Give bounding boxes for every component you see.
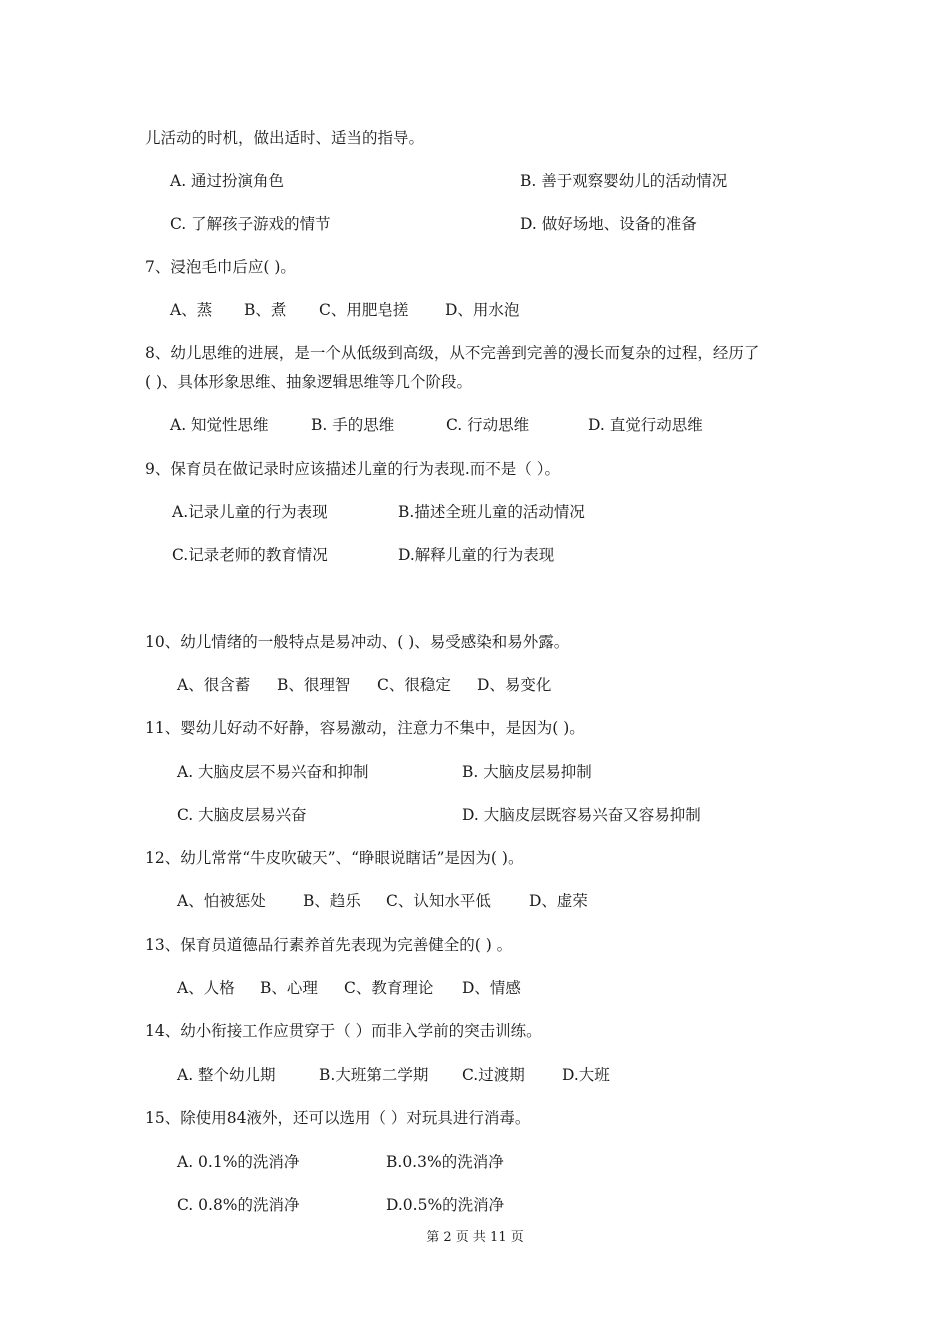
question-12-option-c: C、认知水平低 [386,892,491,910]
question-9-text: 9、保育员在做记录时应该描述儿童的行为表现.而不是（ ）。 [145,460,560,478]
question-7-option-d: D、用水泡 [445,301,520,319]
question-13-option-c: C、教育理论 [344,979,434,997]
question-14-option-b: B.大班第二学期 [319,1066,429,1084]
question-14-text: 14、幼小衔接工作应贯穿于（ ）而非入学前的突击训练。 [145,1022,542,1040]
question-12-option-a: A、怕被惩处 [177,892,266,910]
question-7-option-c: C、用肥皂搓 [319,301,409,319]
question-11-option-c: C. 大脑皮层易兴奋 [177,806,307,824]
question-11-option-b: B. 大脑皮层易抑制 [462,763,592,781]
question-10-option-a: A、很含蓄 [177,676,251,694]
question-10-option-d: D、易变化 [477,676,552,694]
question-11-option-a: A. 大脑皮层不易兴奋和抑制 [177,763,369,781]
question-12-option-b: B、趋乐 [303,892,361,910]
page-number-footer: 第 2 页 共 11 页 [426,1230,524,1245]
question-11-text: 11、婴幼儿好动不好静，容易激动，注意力不集中，是因为( )。 [145,719,585,737]
question-6-option-c: C. 了解孩子游戏的情节 [170,215,331,233]
question-6-option-a: A. 通过扮演角色 [170,172,285,190]
question-15-option-d: D.0.5%的洗消净 [386,1196,505,1214]
question-7-option-b: B、煮 [244,301,287,319]
question-13-option-b: B、心理 [260,979,318,997]
question-8-text-line-1: 8、幼儿思维的进展，是一个从低级到高级，从不完善到完善的漫长而复杂的过程，经历了 [145,344,760,362]
question-14-option-d: D.大班 [562,1066,610,1084]
question-10-text: 10、幼儿情绪的一般特点是易冲动、( )、易受感染和易外露。 [145,633,570,651]
question-13-option-a: A、人格 [177,979,235,997]
question-14-option-c: C.过渡期 [462,1066,525,1084]
question-14-option-a: A. 整个幼儿期 [177,1066,276,1084]
question-13-option-d: D、情感 [462,979,521,997]
question-15-text: 15、除使用84液外，还可以选用（ ）对玩具进行消毒。 [145,1109,531,1127]
question-12-option-d: D、虚荣 [529,892,588,910]
question-8-option-a: A. 知觉性思维 [170,416,269,434]
question-9-option-b: B.描述全班儿童的活动情况 [398,503,585,521]
question-9-option-c: C.记录老师的教育情况 [172,546,328,564]
question-7-option-a: A、蒸 [170,301,213,319]
question-9-option-d: D.解释儿童的行为表现 [398,546,555,564]
question-11-option-d: D. 大脑皮层既容易兴奋又容易抑制 [462,806,701,824]
question-9-option-a: A.记录儿童的行为表现 [172,503,328,521]
question-6-continuation: 儿活动的时机，做出适时、适当的指导。 [145,129,425,147]
question-6-option-b: B. 善于观察婴幼儿的活动情况 [520,172,728,190]
question-8-option-d: D. 直觉行动思维 [588,416,703,434]
question-15-option-c: C. 0.8%的洗消净 [177,1196,300,1214]
question-12-text: 12、幼儿常常“牛皮吹破天”、“睁眼说瞎话”是因为( )。 [145,849,524,867]
question-6-option-d: D. 做好场地、设备的准备 [520,215,697,233]
question-7-text: 7、浸泡毛巾后应( )。 [145,258,296,276]
question-8-option-b: B. 手的思维 [311,416,395,434]
question-15-option-b: B.0.3%的洗消净 [386,1153,504,1171]
question-15-option-a: A. 0.1%的洗消净 [177,1153,300,1171]
question-10-option-c: C、很稳定 [377,676,451,694]
question-13-text: 13、保育员道德品行素养首先表现为完善健全的( ) 。 [145,936,513,954]
question-8-text-line-2: ( )、具体形象思维、抽象逻辑思维等几个阶段。 [145,373,473,391]
question-10-option-b: B、很理智 [277,676,351,694]
question-8-option-c: C. 行动思维 [446,416,530,434]
